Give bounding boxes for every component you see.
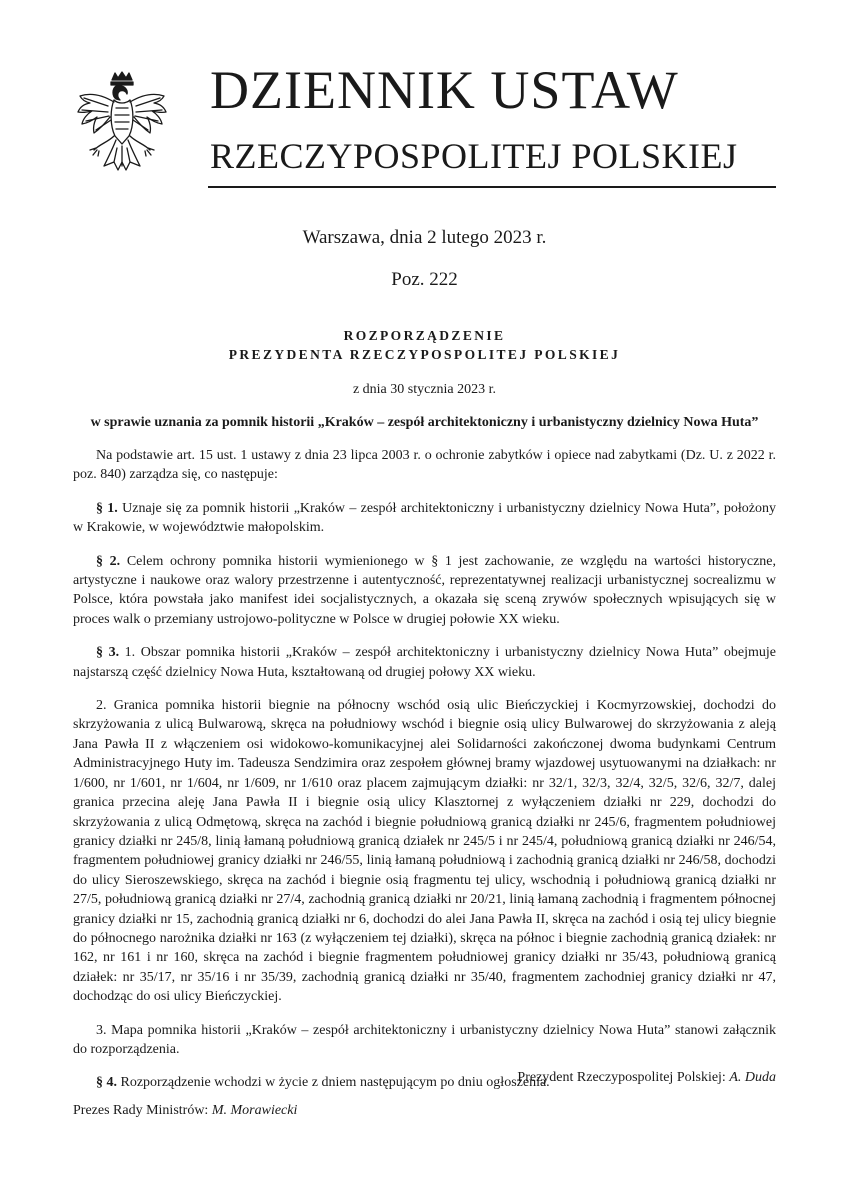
masthead-divider: [208, 186, 776, 188]
paragraph-3-text-1: 1. Obszar pomnika historii „Kraków – zespół architektoniczny i urbanistyczny dzielnicy Nowa Huta” obejmuje najstarszą część dzielnicy Nowa Huta, kształtowaną od drugiej połowy XX wieku.: [73, 645, 776, 680]
paragraph-1: [73, 499, 776, 538]
act-author: PREZYDENTA RZECZYPOSPOLITEJ POLSKIEJ: [228, 347, 621, 362]
act-body: [73, 446, 776, 1107]
preamble: Na podstawie art. 15 ust. 1 ustawy z dnia 23 lipca 2003 r. o ochronie zabytków i opiece nad zabytkami (Dz. U. z 2022 r. poz. 840) zarządza się, co następuje:: [73, 448, 776, 483]
position-number: Poz. 222: [391, 269, 458, 290]
paragraph-4-text: Rozporządzenie wchodzi w życie z dniem następującym po dniu ogłoszenia.: [120, 1075, 550, 1091]
journal-subtitle: RZECZYPOSPOLITEJ POLSKIEJ: [210, 136, 738, 176]
publication-date: [0, 226, 849, 250]
publication-date-text: Warszawa, dnia 2 lutego 2023 r.: [302, 227, 547, 248]
paragraph-3-section-3: 3. Mapa pomnika historii „Kraków – zespół architektoniczny i urbanistyczny dzielnicy Nowa Huta” stanowi załącznik do rozporządzenia.: [73, 1022, 776, 1057]
president-label: Prezydent Rzeczypospolitej Polskiej:: [517, 1070, 726, 1085]
journal-title: DZIENNIK USTAW: [210, 60, 679, 120]
prime-minister-countersignature: [73, 1101, 297, 1121]
paragraph-4-number: § 4.: [96, 1075, 117, 1091]
paragraph-3: [73, 643, 776, 682]
paragraph-1-number: § 1.: [96, 500, 118, 516]
paragraph-3-number: § 3.: [96, 645, 120, 661]
prime-minister-label: Prezes Rady Ministrów:: [73, 1103, 209, 1118]
prime-minister-name: M. Morawiecki: [211, 1103, 298, 1118]
paragraph-2: [73, 552, 776, 630]
president-signature: [517, 1068, 776, 1088]
president-name: A. Duda: [729, 1070, 776, 1085]
paragraph-2-number: § 2.: [96, 553, 121, 569]
masthead: [60, 60, 776, 190]
polish-eagle-emblem-icon: [70, 70, 174, 180]
act-date: z dnia 30 stycznia 2023 r.: [352, 382, 497, 397]
paragraph-1-text: Uznaje się za pomnik historii „Kraków – zespół architektoniczny i urbanistyczny dzielnicy Nowa Huta”, położony w Krakowie, w województwie małopolskim.: [73, 500, 777, 536]
act-type: ROZPORZĄDZENIE: [343, 328, 506, 343]
paragraph-3-section-2: 2. Granica pomnika historii biegnie na północny wschód osią ulic Bieńczyckiej i Kocmyrzowskiej, dochodzi do skrzyżowania z ulicą Bulwarową, skręca na południowy wschód i biegnie osią ulicy Bulwarowej do skrzyżowania z aleją Jana Pawła II z włączeniem osi widokowo-komunikacyjnej alei Solidarności zakończonej dwoma budynkami Centrum Administracyjnego Huty im. Tadeusza Sendzimira oraz zespołem głównej bramy wjazdowej usytuowanymi na działkach: nr 1/600, nr 1/601, nr 1/604, nr 1/609, nr 1/610 oraz placem zajmującym działki: nr 32/1, 32/3, 32/4, 32/5, 32/6, 32/7, dalej granica przecina aleję Jana Pawła II i biegnie osią ulicy Klasztornej z wyłączeniem działki nr 229, dochodzi do skrzyżowania z ulicą Odmętową, skręca na zachód i biegnie południową granicą działki nr 245/6, fragmentem południowej granicy działki nr 245/8, linią łamaną południową granicą działek nr 245/5 i nr 245/4, południową granicą działki nr 246/54, fragmentem południowej granicy działki nr 246/55, linią łamaną południową i zachodnią granicą działki nr 246/58, dochodzi do ulicy Sieroszewskiego, skręca na zachód i biegnie osią fragmentu tej ulicy, wschodnią i południową granicą działki nr 27/5, południową granicą działki nr 27/4, zachodnią granicą działki nr 20/21, linią łamaną zachodnią i fragmentem północnej granicy działki nr 15, zachodnią granicą działki nr 6, dochodzi do alei Jana Pawła II, skręca na zachód i osią tej ulicy biegnie do północnego narożnika działki nr 163 (z wyłączeniem tej działki), skręca na północ i biegnie zachodnią granicą działek: nr 162, nr 161 i nr 160, skręca na zachód i biegnie fragmentem południowej granicy działki nr 35/43, południową granicą działek: nr 35/17, nr 35/16 i nr 35/39, zachodnią granicą działki nr 35/40, fragmentem zachodniej granicy działki nr 47, dochodząc do osi ulicy Bieńczyckiej.: [73, 698, 776, 1005]
act-subject: w sprawie uznania za pomnik historii „Kraków – zespół architektoniczny i urbanistyczny dzielnicy Nowa Huta”: [90, 415, 759, 430]
paragraph-2-text: Celem ochrony pomnika historii wymienionego w § 1 jest zachowanie, ze względu na wartości historyczne, artystyczne i naukowe oraz walory przestrzenne i autentyczność, reprezentatywnej realizacji urbanistycznej socrealizmu w Polsce, która powstała jako manifest idei socjalistycznych, a okazała się sceną zrywów społecznych wpisujących się w proces walk o przemiany ustrojowo-polityczne w Polsce w drugiej połowie XX wieku.: [73, 553, 777, 627]
